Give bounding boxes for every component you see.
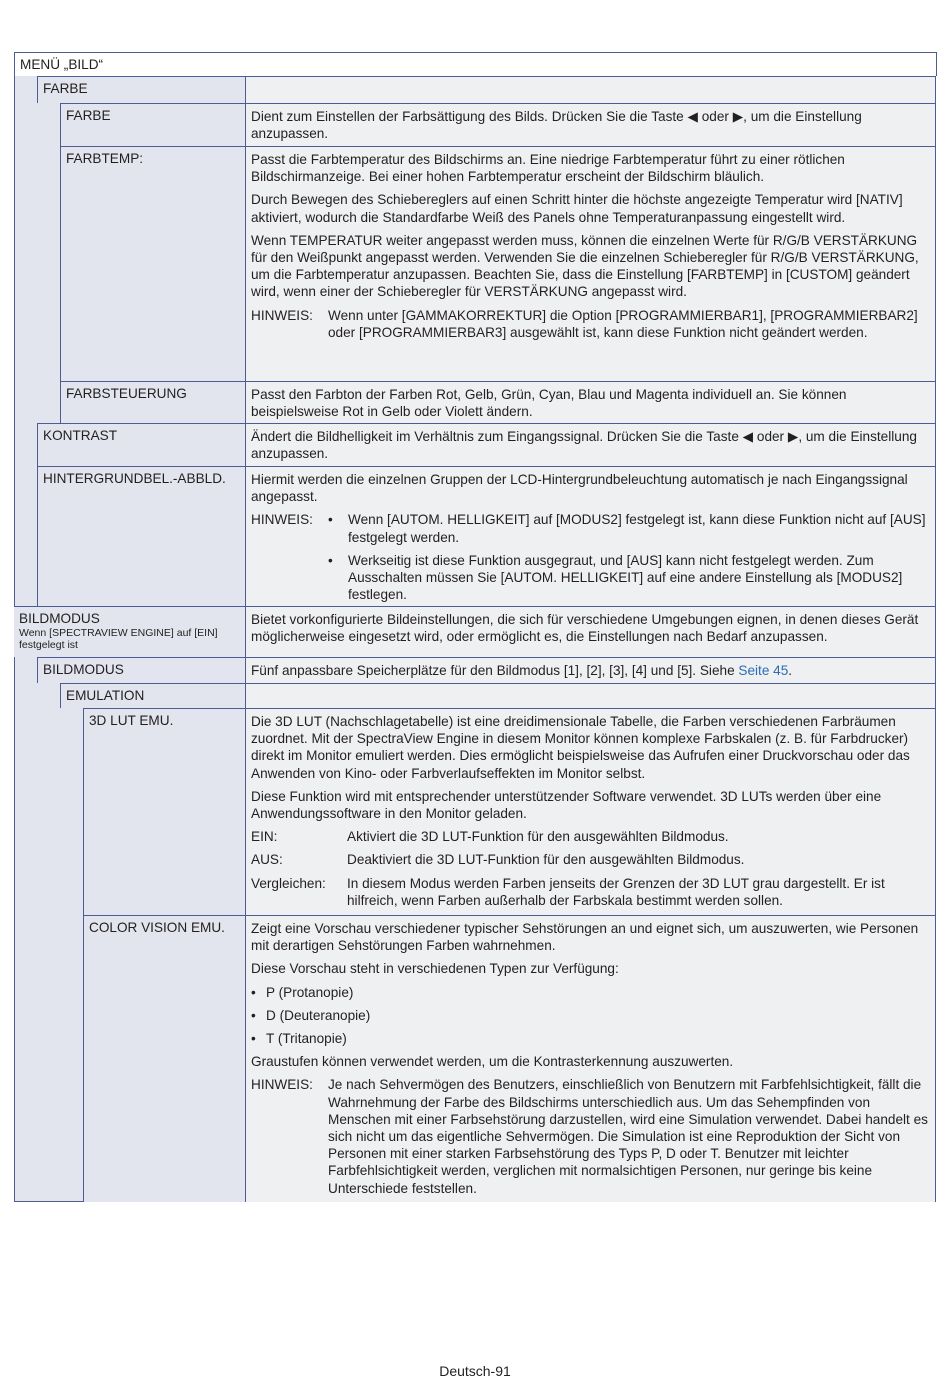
bullet-text: D (Deuteranopie) [266, 1007, 371, 1023]
row-description [245, 76, 936, 103]
bullet-text: P (Protanopie) [266, 984, 354, 1000]
row-label-text: EMULATION [66, 688, 145, 703]
table-row [15, 146, 936, 381]
paragraph: Graustufen können verwendet werden, um die Kontrasterkennung auszuwerten. [251, 1054, 734, 1070]
definition-term: AUS: [251, 852, 283, 868]
row-label [60, 103, 245, 146]
row-label-text: BILDMODUS [43, 662, 124, 677]
definition-text: Aktiviert die 3D LUT-Funktion für den ausgewählten Bildmodus. [347, 829, 729, 845]
row-label-text: BILDMODUS [19, 611, 100, 626]
paragraph: Hiermit werden die einzelnen Gruppen der LCD-Hintergrundbeleuchtung automatisch je nach Eingangssignal angepasst. [251, 472, 908, 505]
bullet-item [251, 984, 930, 1001]
note-text: Je nach Sehvermögen des Benutzers, einschließlich von Benutzern mit Farbfehlsichtigkeit, fällt die Wahrnehmung der Farbe des Bildschirms unterschiedlich aus. Um das Sehempfinden von Menschen mit einer Farbsehstörung darzustellen, wird eine Simulation verwendet. Dabei handelt es sich nicht um das eigentliche Sehvermögen. Die Simulation ist eine Reproduktion der Sicht von Personen mit einer starken Farbsehstörung des Typs P, D oder T. Benutzer mit leichter Farbfehlsichtigkeit werden, verglichen mit normalsichtigen Personen, nur geringe bis keine Unterschiede feststellen. [328, 1077, 928, 1196]
row-description [245, 146, 936, 381]
definition-text: In diesem Modus werden Farben jenseits der Grenzen der 3D LUT grau dargestellt. Er ist hilfreich, wenn Farben außerhalb der Farbskala bestimmt werden sollen. [347, 875, 885, 908]
paragraph: Ändert die Bildhelligkeit im Verhältnis zum Eingangssignal. Drücken Sie die Taste ◀ oder ▶, um die Einstellung anzupassen. [251, 429, 917, 462]
bullet-icon: • [251, 1031, 256, 1047]
row-label [14, 606, 245, 657]
row-label [60, 381, 245, 423]
table-row [15, 381, 936, 423]
note-item-text: Wenn [AUTOM. HELLIGKEIT] auf [MODUS2] festgelegt ist, kann diese Funktion nicht auf [AUS] festgelegt werden. [348, 512, 926, 545]
table-row [15, 103, 936, 146]
table-row [15, 423, 936, 466]
note-label: HINWEIS: [251, 1077, 313, 1093]
definition-text: Deaktiviert die 3D LUT-Funktion für den ausgewählten Bildmodus. [347, 852, 745, 868]
note-label: HINWEIS: [251, 512, 313, 528]
paragraph: Wenn TEMPERATUR weiter angepasst werden muss, können die einzelnen Werte für R/G/B VERSTÄRKUNG für den Weißpunkt angepasst werden. Verwenden Sie die einzelnen Schieberegler für R/G/B VERSTÄRKUNG, um die Farbtemperatur anzupassen. Beachten Sie, dass die Einstellung [FARBTEMP] in [CUSTOM] geändert wird, wenn einer der Schieberegler für VERSTÄRKUNG angepasst wird. [251, 232, 919, 300]
row-sublabel: Wenn [SPECTRAVIEW ENGINE] auf [EIN] festgelegt ist [19, 627, 218, 651]
row-label [37, 466, 245, 606]
note [251, 511, 930, 609]
paragraph-text: Fünf anpassbare Speicherplätze für den Bildmodus [1], [2], [3], [4] und [5]. Siehe [251, 663, 739, 678]
paragraph: Diese Vorschau steht in verschiedenen Typen zur Verfügung: [251, 961, 619, 977]
note-item [328, 511, 930, 545]
row-description [245, 423, 936, 466]
paragraph: Durch Bewegen des Schiebereglers auf einen Schritt hinter die höchste angezeigte Temperatur wird [NATIV] aktiviert, wodurch die Standardfarbe Weiß des Panels ohne Temperaturanpassung eingestellt wird. [251, 192, 903, 225]
paragraph: Passt die Farbtemperatur des Bildschirms an. Eine niedrige Farbtemperatur führt zu einer rötlichen Bildschirmanzeige. Bei einer hohen Farbtemperatur erscheint der Bildschirm bläulich. [251, 152, 845, 185]
menu-table [14, 52, 936, 1202]
paragraph: Diese Funktion wird mit entsprechender unterstützender Software verwendet. 3D LUTs werden über eine Anwendungssoftware in den Monitor geladen. [251, 788, 882, 822]
row-label-text: FARBTEMP: [66, 151, 144, 166]
bullet-icon: • [328, 512, 333, 528]
bullet-icon: • [251, 984, 256, 1000]
table-row [15, 708, 936, 915]
row-description [245, 683, 936, 708]
row-label [37, 76, 245, 103]
definition [251, 828, 930, 845]
note [251, 307, 930, 341]
definition-term: EIN: [251, 829, 278, 845]
table-row [15, 76, 936, 103]
row-label-text: FARBE [66, 108, 111, 123]
paragraph: Passt den Farbton der Farben Rot, Gelb, Grün, Cyan, Blau und Magenta individuell an. Sie können beispielsweise Rot in Gelb oder Violett ändern. [251, 387, 847, 420]
row-label [60, 683, 245, 708]
row-label-text: FARBSTEUERUNG [66, 386, 187, 401]
table-row [15, 657, 936, 683]
bullet-icon: • [328, 552, 333, 568]
table-header: MENÜ „BILD“ [14, 52, 937, 76]
row-label-text: FARBE [43, 81, 88, 96]
paragraph: Die 3D LUT (Nachschlagetabelle) ist eine dreidimensionale Tabelle, die Farben verschiedenen Farbräumen zuordnet. Mit der SpectraView Engine in diesem Monitor können komplexe Farbskalen (z. B. für Farbdrucker) direkt im Monitor emuliert werden. Dies ermöglicht beispielsweise das Aufrufen einer Druckvorschau oder das Anwenden von Kino- oder Farbverlaufseffekten im Monitor selbst. [251, 714, 910, 781]
table-row [15, 466, 936, 606]
row-label [37, 423, 245, 466]
row-label-text: HINTERGRUNDBEL.-ABBLD. [43, 471, 226, 486]
note-item [328, 552, 930, 604]
paragraph: Bietet vorkonfigurierte Bildeinstellungen, die sich für verschiedene Umgebungen eignen, in denen dieses Gerät möglicherweise eingesetzt wird, oder ermöglicht es, die Einstellungen nach Bedarf anzupassen. [251, 612, 919, 645]
row-description [245, 657, 936, 683]
bullet-text: T (Tritanopie) [266, 1031, 347, 1047]
note-text: Wenn unter [GAMMAKORREKTUR] die Option [PROGRAMMIERBAR1], [PROGRAMMIERBAR2] oder [PROGRAMMIERBAR3] ausgewählt ist, kann diese Funktion nicht geändert werden. [328, 307, 918, 340]
table-row [15, 606, 936, 657]
paragraph-end: . [788, 663, 793, 678]
row-label [37, 657, 245, 683]
row-label-text: 3D LUT EMU. [89, 713, 174, 728]
row-label-text: COLOR VISION EMU. [89, 920, 225, 935]
row-label [60, 146, 245, 381]
bullet-icon: • [251, 1007, 256, 1023]
table-row [15, 683, 936, 708]
paragraph [251, 662, 930, 679]
row-description [245, 466, 936, 606]
bullet-item [251, 1007, 930, 1024]
row-label-text: KONTRAST [43, 428, 118, 443]
definition-term: Vergleichen: [251, 875, 326, 891]
row-description [245, 606, 936, 657]
row-label [83, 915, 245, 1202]
paragraph: Dient zum Einstellen der Farbsättigung des Bilds. Drücken Sie die Taste ◀ oder ▶, um die Einstellung anzupassen. [251, 109, 862, 142]
note [251, 1076, 930, 1196]
definition [251, 875, 930, 909]
paragraph: Zeigt eine Vorschau verschiedener typischer Sehstörungen an und eignet sich, um auszuwerten, wie Personen mit derartigen Sehstörungen Farben wahrnehmen. [251, 921, 919, 954]
row-description [245, 915, 936, 1202]
row-description [245, 381, 936, 423]
bullet-item [251, 1030, 930, 1047]
page-link[interactable]: Seite 45 [738, 663, 789, 678]
note-item-text: Werkseitig ist diese Funktion ausgegraut, und [AUS] kann nicht festgelegt werden. Zum Ausschalten müssen Sie [AUTOM. HELLIGKEIT] auf eine andere Einstellung als [MODUS2] festlegen. [348, 552, 903, 603]
note-label: HINWEIS: [251, 307, 313, 323]
row-label [83, 708, 245, 915]
row-description [245, 708, 936, 915]
table-row [15, 915, 936, 1202]
definition [251, 851, 930, 868]
note-list [328, 511, 930, 609]
page-number: Deutsch-91 [439, 1363, 511, 1379]
row-description [245, 103, 936, 146]
